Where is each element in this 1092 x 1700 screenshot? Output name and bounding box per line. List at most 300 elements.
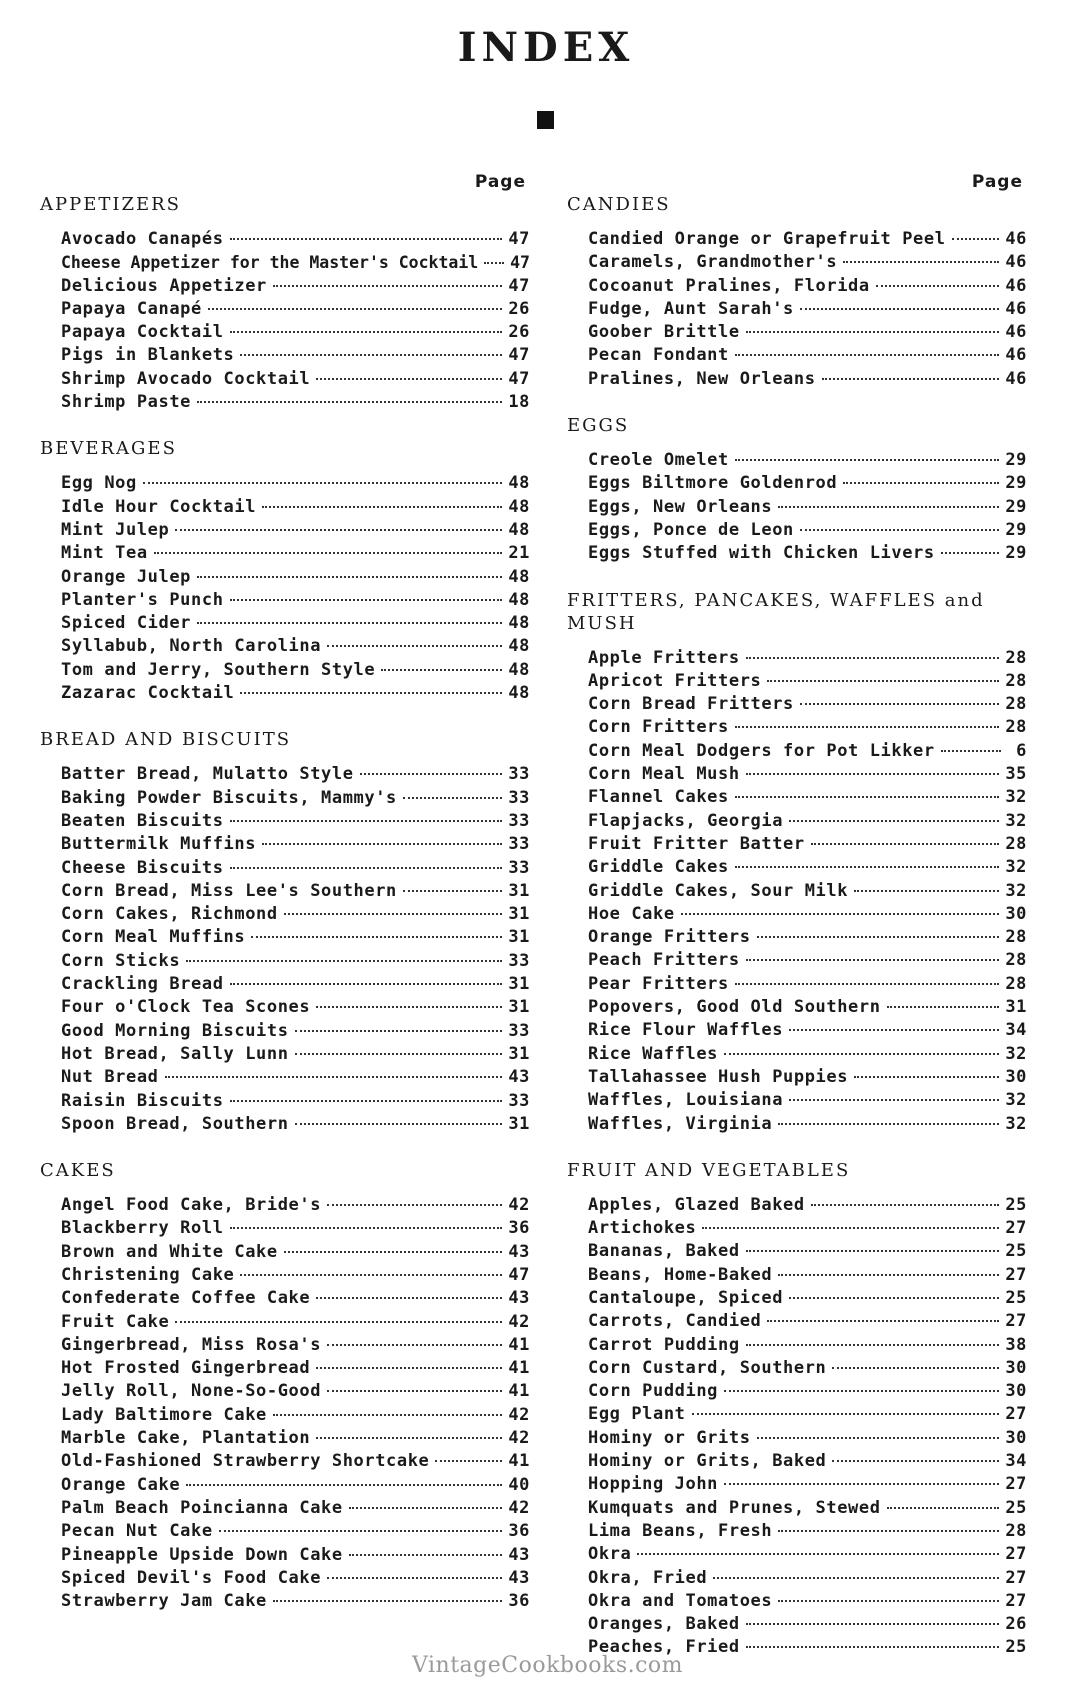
- entry-name: Pecan Nut Cake: [61, 1521, 213, 1542]
- entry-name: Caramels, Grandmother's: [588, 252, 838, 273]
- entry-name: Christening Cake: [61, 1264, 235, 1285]
- entry-page-number: 47: [508, 229, 530, 249]
- entry-page-number: 28: [1005, 927, 1027, 948]
- dot-leader: [316, 1437, 502, 1439]
- entry-name: Hominy or Grits: [588, 1427, 751, 1448]
- entry-name: Mint Julep: [61, 519, 170, 540]
- index-entry: [588, 472, 1027, 495]
- dot-leader: [349, 1554, 503, 1556]
- dot-leader: [724, 1390, 999, 1392]
- entry-page-number: 46: [1005, 368, 1027, 389]
- entry-name: Cocoanut Pralines, Florida: [588, 275, 870, 296]
- entry-name: Kumquats and Prunes, Stewed: [588, 1497, 881, 1518]
- index-entry: [61, 880, 530, 903]
- entry-page-number: 46: [1005, 322, 1027, 343]
- entry-page-number: 42: [508, 1404, 530, 1425]
- index-entry: [61, 1380, 530, 1403]
- entry-page-number: 42: [508, 1195, 530, 1216]
- dot-leader: [349, 1507, 503, 1509]
- index-entry: [588, 1066, 1027, 1089]
- entry-page-number: 33: [508, 950, 530, 971]
- entry-name: Nut Bread: [61, 1067, 159, 1088]
- entry-name: Rice Flour Waffles: [588, 1020, 784, 1041]
- entry-name: Artichokes: [588, 1218, 697, 1239]
- index-entry: [588, 298, 1027, 321]
- entry-name: Corn Cakes, Richmond: [61, 904, 278, 925]
- entry-name: Blackberry Roll: [61, 1218, 224, 1239]
- dot-leader: [952, 238, 1000, 240]
- entry-name: Idle Hour Cocktail: [61, 496, 257, 517]
- entry-name: Apricot Fritters: [588, 670, 762, 691]
- dot-leader: [186, 960, 502, 962]
- entry-page-number: 43: [508, 1567, 530, 1588]
- page-column-label: Page: [971, 172, 1023, 192]
- index-entry: [588, 1043, 1027, 1066]
- dot-leader: [832, 1460, 999, 1462]
- entry-page-number: 28: [1005, 973, 1027, 994]
- index-entry: [588, 716, 1027, 739]
- entry-name: Rice Waffles: [588, 1043, 719, 1064]
- index-entry: [588, 1450, 1027, 1473]
- index-section: [567, 414, 1027, 565]
- dot-leader: [876, 285, 1000, 287]
- index-entry: [61, 1194, 530, 1217]
- entry-name: Corn Meal Mush: [588, 764, 740, 785]
- entry-page-number: 29: [1005, 473, 1027, 494]
- entry-page-number: 31: [508, 904, 530, 925]
- entry-name: Griddle Cakes: [588, 857, 729, 878]
- index-entry: [61, 496, 530, 519]
- dot-leader: [154, 552, 503, 554]
- dot-leader: [746, 657, 1000, 659]
- entry-page-number: 30: [1005, 1381, 1027, 1402]
- index-entry: [588, 973, 1027, 996]
- entry-page-number: 27: [1005, 1404, 1027, 1425]
- entry-page-number: 30: [1005, 1357, 1027, 1378]
- index-entry: [61, 996, 530, 1019]
- entry-page-number: 41: [508, 1358, 530, 1379]
- index-entry: [61, 275, 530, 298]
- entry-name: Popovers, Good Old Southern: [588, 997, 881, 1018]
- dot-leader: [316, 378, 502, 380]
- entry-name: Goober Brittle: [588, 322, 740, 343]
- entry-name: Beaten Biscuits: [61, 810, 224, 831]
- left-column: [40, 172, 530, 1636]
- dot-leader: [767, 680, 999, 682]
- section-title: BEVERAGES: [40, 438, 177, 460]
- entry-page-number: 26: [1005, 1614, 1027, 1635]
- entry-page-number: 42: [508, 1497, 530, 1518]
- index-entry: [61, 1544, 530, 1567]
- entry-name: Raisin Biscuits: [61, 1090, 224, 1111]
- index-entry: [588, 1310, 1027, 1333]
- entry-page-number: 41: [508, 1451, 530, 1472]
- entry-page-number: 27: [1005, 1264, 1027, 1285]
- index-entry: [61, 659, 530, 682]
- dot-leader: [403, 890, 502, 892]
- dot-leader: [887, 1006, 1000, 1008]
- index-entry: [61, 635, 530, 658]
- entry-page-number: 27: [1005, 1474, 1027, 1495]
- index-entry: [588, 251, 1027, 274]
- dot-leader: [316, 1367, 502, 1369]
- index-entry: [61, 1287, 530, 1310]
- index-entry: [61, 1520, 530, 1543]
- entry-name: Angel Food Cake, Bride's: [61, 1195, 322, 1216]
- dot-leader: [724, 1053, 999, 1055]
- section-title: CANDIES: [567, 194, 671, 215]
- dot-leader: [778, 1274, 999, 1276]
- entry-name: Waffles, Louisiana: [588, 1090, 784, 1111]
- index-entry: [61, 763, 530, 786]
- dot-leader: [262, 506, 502, 508]
- dot-leader: [240, 692, 502, 694]
- index-entry: [61, 251, 530, 274]
- entry-page-number: 18: [508, 392, 530, 413]
- index-entry: [588, 321, 1027, 344]
- entry-name: Hopping John: [588, 1474, 719, 1495]
- dot-leader: [484, 262, 504, 264]
- entry-name: Cheese Appetizer for the Master's Cocktail: [61, 253, 479, 273]
- dot-leader: [284, 913, 503, 915]
- dot-leader: [219, 1530, 503, 1532]
- index-entry: [588, 1019, 1027, 1042]
- dot-leader: [789, 1297, 999, 1299]
- dot-leader: [746, 1646, 1000, 1648]
- section-title: APPETIZERS: [40, 194, 182, 215]
- entry-page-number: 42: [508, 1428, 530, 1449]
- entry-page-number: 35: [1005, 764, 1027, 785]
- section-title: FRITTERS, PANCAKES, WAFFLES and MUSH: [567, 589, 985, 634]
- dot-leader: [681, 913, 1000, 915]
- index-entry: [588, 763, 1027, 786]
- dot-leader: [735, 866, 999, 868]
- entry-page-number: 31: [508, 974, 530, 995]
- index-entry: [588, 1240, 1027, 1263]
- entry-page-number: 28: [1005, 670, 1027, 691]
- square-ornament-icon: [537, 111, 554, 129]
- index-entry: [588, 810, 1027, 833]
- dot-leader: [165, 1076, 503, 1078]
- index-entry: [588, 1380, 1027, 1403]
- dot-leader: [197, 622, 502, 624]
- entry-page-number: 28: [1005, 833, 1027, 854]
- entry-name: Carrots, Candied: [588, 1311, 762, 1332]
- entry-page-number: 47: [508, 368, 530, 389]
- entry-name: Pineapple Upside Down Cake: [61, 1544, 343, 1565]
- entry-name: Griddle Cakes, Sour Milk: [588, 880, 849, 901]
- entry-page-number: 32: [1005, 857, 1027, 878]
- entry-name: Pralines, New Orleans: [588, 368, 816, 389]
- entry-page-number: 48: [508, 519, 530, 540]
- index-entry: [588, 1567, 1027, 1590]
- entry-name: Tallahassee Hush Puppies: [588, 1066, 849, 1087]
- dot-leader: [327, 1204, 502, 1206]
- entry-name: Good Morning Biscuits: [61, 1020, 289, 1041]
- entry-page-number: 48: [508, 589, 530, 610]
- entry-name: Papaya Cocktail: [61, 322, 224, 343]
- entry-name: Marble Cake, Plantation: [61, 1428, 311, 1449]
- index-entry: [61, 787, 530, 810]
- entry-page-number: 27: [1005, 1544, 1027, 1565]
- index-entry: [61, 1043, 530, 1066]
- index-entry: [588, 1194, 1027, 1217]
- dot-leader: [435, 1460, 502, 1462]
- entry-page-number: 33: [508, 787, 530, 808]
- dot-leader: [197, 401, 502, 403]
- dot-leader: [327, 1390, 502, 1392]
- page-column-label: Page: [474, 172, 526, 192]
- entry-page-number: 31: [1005, 997, 1027, 1018]
- dot-leader: [746, 959, 1000, 961]
- dot-leader: [262, 843, 502, 845]
- dot-leader: [735, 354, 999, 356]
- index-entry: [61, 973, 530, 996]
- entry-name: Corn Pudding: [588, 1381, 719, 1402]
- entry-page-number: 42: [508, 1311, 530, 1332]
- entry-page-number: 41: [508, 1381, 530, 1402]
- entry-page-number: 32: [1005, 880, 1027, 901]
- index-entry: [588, 1543, 1027, 1566]
- entry-page-number: 43: [508, 1241, 530, 1262]
- entry-name: Old-Fashioned Strawberry Shortcake: [61, 1451, 430, 1472]
- entry-page-number: 31: [508, 997, 530, 1018]
- entry-page-number: 29: [1005, 519, 1027, 540]
- entry-page-number: 46: [1005, 345, 1027, 366]
- entry-name: Gingerbread, Miss Rosa's: [61, 1334, 322, 1355]
- dot-leader: [327, 1344, 502, 1346]
- entry-page-number: 36: [508, 1218, 530, 1239]
- dot-leader: [143, 482, 502, 484]
- entry-page-number: 21: [508, 543, 530, 564]
- index-entry: [61, 1404, 530, 1427]
- dot-leader: [175, 1321, 502, 1323]
- index-entry: [61, 857, 530, 880]
- entry-page-number: 48: [508, 636, 530, 657]
- index-entry: [588, 996, 1027, 1019]
- entry-page-number: 40: [508, 1474, 530, 1495]
- dot-leader: [230, 599, 503, 601]
- dot-leader: [800, 703, 999, 705]
- dot-leader: [197, 576, 502, 578]
- dot-leader: [702, 1227, 999, 1229]
- entry-page-number: 30: [1005, 1427, 1027, 1448]
- entry-page-number: 29: [1005, 496, 1027, 517]
- entry-page-number: 33: [508, 857, 530, 878]
- index-section: [40, 1159, 530, 1613]
- dot-leader: [230, 331, 503, 333]
- entry-name: Flapjacks, Georgia: [588, 810, 784, 831]
- entry-page-number: 25: [1005, 1497, 1027, 1518]
- entry-name: Apples, Glazed Baked: [588, 1194, 805, 1215]
- dot-leader: [295, 1030, 503, 1032]
- dot-leader: [713, 1577, 999, 1579]
- dot-leader: [746, 331, 1000, 333]
- index-entry: [588, 1264, 1027, 1287]
- dot-leader: [251, 936, 502, 938]
- entry-page-number: 33: [508, 1020, 530, 1041]
- index-entry: [61, 1427, 530, 1450]
- index-entry: [61, 1241, 530, 1264]
- entry-name: Spiced Cider: [61, 613, 192, 634]
- entry-name: Carrot Pudding: [588, 1334, 740, 1355]
- index-entry: [61, 368, 530, 391]
- dot-leader: [230, 1227, 503, 1229]
- index-entry: [61, 1567, 530, 1590]
- index-entry: [61, 1357, 530, 1380]
- entry-page-number: 25: [1005, 1637, 1027, 1658]
- dot-leader: [811, 843, 1000, 845]
- index-entry: [588, 740, 1027, 763]
- entry-page-number: 43: [508, 1067, 530, 1088]
- index-entry: [588, 496, 1027, 519]
- entry-page-number: 32: [1005, 1113, 1027, 1134]
- dot-leader: [822, 378, 1000, 380]
- entry-name: Pecan Fondant: [588, 345, 729, 366]
- index-entry: [61, 542, 530, 565]
- entry-page-number: 25: [1005, 1287, 1027, 1308]
- entry-page-number: 26: [508, 322, 530, 343]
- index-entry: [588, 786, 1027, 809]
- index-entry: [588, 1473, 1027, 1496]
- dot-leader: [327, 645, 502, 647]
- index-entry: [588, 1613, 1027, 1636]
- entry-name: Egg Plant: [588, 1404, 686, 1425]
- entry-page-number: 33: [508, 834, 530, 855]
- entry-page-number: 47: [508, 275, 530, 296]
- entry-name: Syllabub, North Carolina: [61, 636, 322, 657]
- entry-name: Spiced Devil's Food Cake: [61, 1567, 322, 1588]
- index-entry: [588, 949, 1027, 972]
- entry-page-number: 46: [1005, 229, 1027, 249]
- index-entry: [61, 321, 530, 344]
- dot-leader: [778, 506, 999, 508]
- dot-leader: [778, 1600, 999, 1602]
- index-entry: [588, 1357, 1027, 1380]
- watermark: VintageCookbooks.com: [412, 1653, 684, 1678]
- entry-page-number: 32: [1005, 1090, 1027, 1111]
- index-entry: [61, 903, 530, 926]
- index-entry: [61, 1066, 530, 1089]
- entry-name: Corn Custard, Southern: [588, 1357, 827, 1378]
- index-entry: [588, 1427, 1027, 1450]
- dot-leader: [403, 797, 502, 799]
- entry-name: Strawberry Jam Cake: [61, 1591, 267, 1612]
- dot-leader: [295, 1053, 503, 1055]
- index-section: [567, 1159, 1027, 1660]
- index-entry: [588, 368, 1027, 391]
- entry-page-number: 33: [508, 764, 530, 785]
- entry-name: Eggs, New Orleans: [588, 496, 773, 517]
- entry-page-number: 32: [1005, 1043, 1027, 1064]
- dot-leader: [800, 308, 999, 310]
- index-entry: [588, 856, 1027, 879]
- entry-name: Shrimp Avocado Cocktail: [61, 368, 311, 389]
- dot-leader: [746, 1623, 1000, 1625]
- index-entry: [61, 1264, 530, 1287]
- left-sections: [40, 193, 530, 1613]
- dot-leader: [240, 354, 502, 356]
- dot-leader: [789, 1099, 999, 1101]
- dot-leader: [832, 1367, 999, 1369]
- dot-leader: [381, 669, 502, 671]
- entry-name: Hot Frosted Gingerbread: [61, 1358, 311, 1379]
- entry-name: Spoon Bread, Southern: [61, 1113, 289, 1134]
- entry-page-number: 34: [1005, 1451, 1027, 1472]
- entry-name: Lady Baltimore Cake: [61, 1404, 267, 1425]
- dot-leader: [941, 552, 1000, 554]
- dot-leader: [767, 1320, 999, 1322]
- entry-page-number: 6: [1016, 740, 1027, 761]
- entry-name: Corn Fritters: [588, 717, 729, 738]
- entry-page-number: 47: [510, 253, 530, 273]
- index-entry: [61, 1450, 530, 1473]
- entry-page-number: 32: [1005, 787, 1027, 808]
- dot-leader: [230, 983, 503, 985]
- section-title: CAKES: [40, 1160, 116, 1182]
- entry-name: Oranges, Baked: [588, 1614, 740, 1635]
- dot-leader: [789, 1029, 999, 1031]
- index-entry: [588, 344, 1027, 367]
- entry-name: Batter Bread, Mulatto Style: [61, 764, 354, 785]
- entry-name: Fruit Fritter Batter: [588, 833, 805, 854]
- entry-name: Brown and White Cake: [61, 1241, 278, 1262]
- entry-page-number: 46: [1005, 252, 1027, 273]
- dot-leader: [811, 1204, 1000, 1206]
- entry-name: Egg Nog: [61, 473, 137, 494]
- entry-page-number: 36: [508, 1521, 530, 1542]
- dot-leader: [637, 1553, 999, 1555]
- dot-leader: [284, 1251, 503, 1253]
- index-entry: [588, 1497, 1027, 1520]
- dot-leader: [735, 983, 999, 985]
- index-section: [567, 589, 1027, 1136]
- index-entry: [61, 810, 530, 833]
- entry-name: Okra, Fried: [588, 1567, 708, 1588]
- index-entry: [588, 1590, 1027, 1613]
- index-entry: [61, 298, 530, 321]
- entry-page-number: 41: [508, 1334, 530, 1355]
- dot-leader: [273, 1600, 502, 1602]
- entry-name: Okra: [588, 1544, 632, 1565]
- dot-leader: [316, 1297, 502, 1299]
- dot-leader: [327, 1577, 502, 1579]
- entry-name: Crackling Bread: [61, 974, 224, 995]
- entry-name: Corn Sticks: [61, 950, 181, 971]
- entry-name: Planter's Punch: [61, 589, 224, 610]
- entry-page-number: 48: [508, 683, 530, 704]
- entry-page-number: 29: [1005, 450, 1027, 471]
- index-entry: [588, 833, 1027, 856]
- entry-page-number: 30: [1005, 1066, 1027, 1087]
- entry-name: Palm Beach Poincianna Cake: [61, 1497, 343, 1518]
- index-entry: [61, 391, 530, 414]
- dot-leader: [240, 1274, 502, 1276]
- index-entry: [588, 647, 1027, 670]
- dot-leader: [692, 1413, 1000, 1415]
- index-entry: [61, 589, 530, 612]
- section-title: EGGS: [567, 415, 630, 437]
- entry-name: Corn Meal Muffins: [61, 927, 246, 948]
- entry-name: Corn Bread Fritters: [588, 694, 794, 715]
- page-title: INDEX: [457, 24, 635, 71]
- dot-leader: [778, 1530, 999, 1532]
- index-entry: [61, 1090, 530, 1113]
- dot-leader: [887, 1507, 1000, 1509]
- entry-name: Pigs in Blankets: [61, 345, 235, 366]
- entry-name: Beans, Home-Baked: [588, 1264, 773, 1285]
- index-entry: [61, 519, 530, 542]
